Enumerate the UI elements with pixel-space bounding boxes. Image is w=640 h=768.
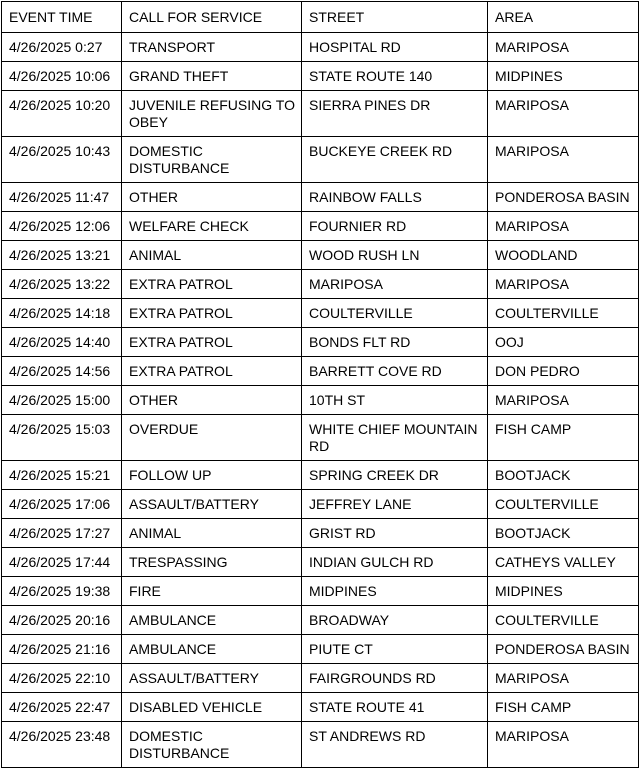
cell-call-for-service: EXTRA PATROL [122,328,302,357]
cell-street: BONDS FLT RD [302,328,488,357]
column-header-area: AREA [488,2,639,33]
cell-area: BOOTJACK [488,519,639,548]
cell-event-time: 4/26/2025 11:47 [2,183,122,212]
table-row [2,328,639,357]
cell-area: COULTERVILLE [488,606,639,635]
cell-call-for-service: AMBULANCE [122,606,302,635]
table-row [2,62,639,91]
cell-event-time: 4/26/2025 0:27 [2,33,122,62]
table-row [2,519,639,548]
cell-call-for-service: EXTRA PATROL [122,357,302,386]
cell-event-time: 4/26/2025 17:44 [2,548,122,577]
cell-call-for-service: TRANSPORT [122,33,302,62]
table-row [2,241,639,270]
cell-street: PIUTE CT [302,635,488,664]
cell-area: MARIPOSA [488,137,639,183]
column-header-call-for-service: CALL FOR SERVICE [122,2,302,33]
cell-street: BARRETT COVE RD [302,357,488,386]
cell-street: 10TH ST [302,386,488,415]
cell-street: INDIAN GULCH RD [302,548,488,577]
cell-street: GRIST RD [302,519,488,548]
cell-event-time: 4/26/2025 17:06 [2,490,122,519]
cell-area: BOOTJACK [488,461,639,490]
cell-event-time: 4/26/2025 10:20 [2,91,122,137]
cell-call-for-service: ANIMAL [122,519,302,548]
calls-for-service-table [1,1,639,768]
cell-call-for-service: AMBULANCE [122,635,302,664]
table-row [2,33,639,62]
cell-street: BROADWAY [302,606,488,635]
cell-area: MARIPOSA [488,386,639,415]
cell-event-time: 4/26/2025 15:00 [2,386,122,415]
cell-event-time: 4/26/2025 22:10 [2,664,122,693]
cell-call-for-service: TRESPASSING [122,548,302,577]
cell-area: MARIPOSA [488,212,639,241]
header-row [2,2,639,33]
cell-area: WOODLAND [488,241,639,270]
cell-street: SPRING CREEK DR [302,461,488,490]
cell-call-for-service: WELFARE CHECK [122,212,302,241]
table-row [2,490,639,519]
cell-street: HOSPITAL RD [302,33,488,62]
table-row [2,693,639,722]
cell-call-for-service: GRAND THEFT [122,62,302,91]
cell-area: MARIPOSA [488,33,639,62]
column-header-street: STREET [302,2,488,33]
cell-event-time: 4/26/2025 13:21 [2,241,122,270]
cell-street: ST ANDREWS RD [302,722,488,768]
cell-street: WHITE CHIEF MOUNTAIN RD [302,415,488,461]
table-row [2,270,639,299]
cell-event-time: 4/26/2025 10:06 [2,62,122,91]
cell-call-for-service: OVERDUE [122,415,302,461]
cell-area: OOJ [488,328,639,357]
cell-event-time: 4/26/2025 15:21 [2,461,122,490]
cell-area: FISH CAMP [488,693,639,722]
cell-call-for-service: DOMESTIC DISTURBANCE [122,137,302,183]
cell-event-time: 4/26/2025 19:38 [2,577,122,606]
cell-area: MIDPINES [488,577,639,606]
table-row [2,635,639,664]
cell-call-for-service: OTHER [122,183,302,212]
cell-call-for-service: JUVENILE REFUSING TO OBEY [122,91,302,137]
cell-event-time: 4/26/2025 12:06 [2,212,122,241]
table-row [2,606,639,635]
cell-street: SIERRA PINES DR [302,91,488,137]
cell-street: MIDPINES [302,577,488,606]
cell-event-time: 4/26/2025 14:18 [2,299,122,328]
table-row [2,91,639,137]
cell-call-for-service: DOMESTIC DISTURBANCE [122,722,302,768]
table-row [2,722,639,768]
table-row [2,548,639,577]
cell-area: MARIPOSA [488,722,639,768]
cell-call-for-service: EXTRA PATROL [122,270,302,299]
cell-street: RAINBOW FALLS [302,183,488,212]
table-row [2,299,639,328]
cell-area: DON PEDRO [488,357,639,386]
cell-street: WOOD RUSH LN [302,241,488,270]
cell-area: COULTERVILLE [488,299,639,328]
cell-area: MARIPOSA [488,91,639,137]
cell-street: BUCKEYE CREEK RD [302,137,488,183]
cell-event-time: 4/26/2025 15:03 [2,415,122,461]
cell-area: MARIPOSA [488,270,639,299]
cell-event-time: 4/26/2025 14:40 [2,328,122,357]
cell-event-time: 4/26/2025 20:16 [2,606,122,635]
cell-area: MIDPINES [488,62,639,91]
cell-call-for-service: FIRE [122,577,302,606]
cell-street: COULTERVILLE [302,299,488,328]
cell-event-time: 4/26/2025 13:22 [2,270,122,299]
cell-street: STATE ROUTE 140 [302,62,488,91]
cell-area: COULTERVILLE [488,490,639,519]
cell-area: PONDEROSA BASIN [488,183,639,212]
cell-call-for-service: ANIMAL [122,241,302,270]
table-row [2,461,639,490]
table-row [2,212,639,241]
cell-call-for-service: OTHER [122,386,302,415]
cell-street: FOURNIER RD [302,212,488,241]
cell-street: MARIPOSA [302,270,488,299]
table-body [2,33,639,768]
cell-street: STATE ROUTE 41 [302,693,488,722]
table-header [2,2,639,33]
cell-area: FISH CAMP [488,415,639,461]
cell-call-for-service: EXTRA PATROL [122,299,302,328]
table-row [2,664,639,693]
cell-street: FAIRGROUNDS RD [302,664,488,693]
table-row [2,137,639,183]
cell-call-for-service: ASSAULT/BATTERY [122,664,302,693]
table-row [2,415,639,461]
table-row [2,577,639,606]
cell-event-time: 4/26/2025 22:47 [2,693,122,722]
cell-event-time: 4/26/2025 14:56 [2,357,122,386]
cell-event-time: 4/26/2025 21:16 [2,635,122,664]
cell-event-time: 4/26/2025 10:43 [2,137,122,183]
cell-event-time: 4/26/2025 23:48 [2,722,122,768]
cell-area: MARIPOSA [488,664,639,693]
cell-call-for-service: DISABLED VEHICLE [122,693,302,722]
table-row [2,183,639,212]
table-row [2,386,639,415]
cell-event-time: 4/26/2025 17:27 [2,519,122,548]
cell-street: JEFFREY LANE [302,490,488,519]
cell-call-for-service: ASSAULT/BATTERY [122,490,302,519]
cell-call-for-service: FOLLOW UP [122,461,302,490]
table-row [2,357,639,386]
cell-area: PONDEROSA BASIN [488,635,639,664]
cell-area: CATHEYS VALLEY [488,548,639,577]
column-header-event-time: EVENT TIME [2,2,122,33]
